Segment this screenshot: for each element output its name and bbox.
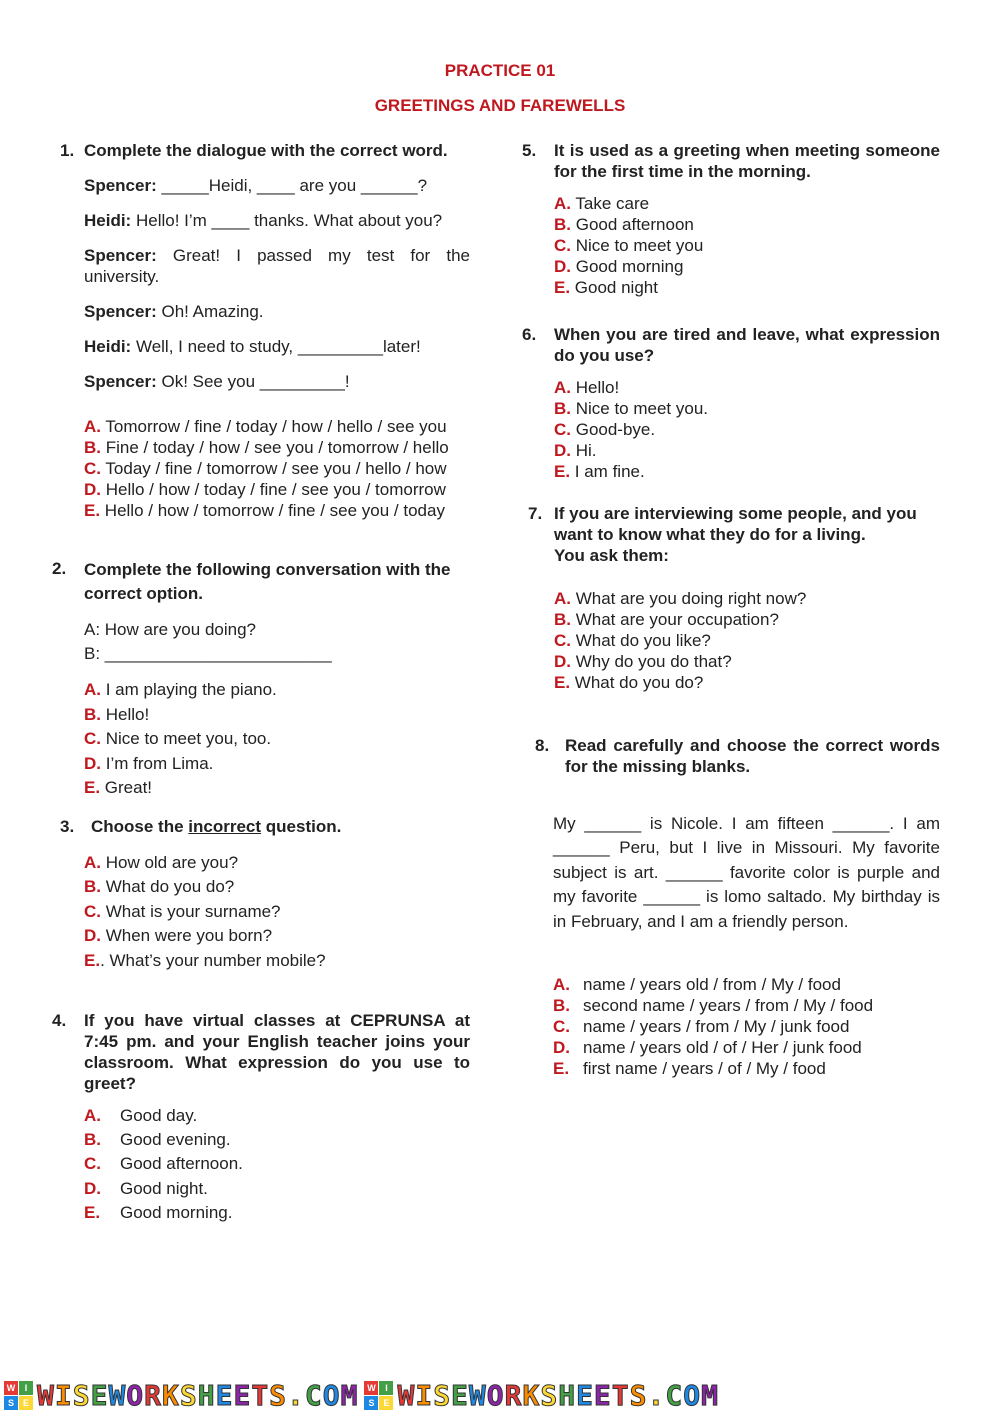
dialogue-line bbox=[84, 371, 470, 392]
option-text: Good afternoon bbox=[571, 215, 694, 234]
option-text: Good evening. bbox=[120, 1130, 231, 1150]
answer-option[interactable] bbox=[554, 461, 940, 482]
answer-option[interactable] bbox=[84, 1177, 470, 1201]
option-letter: E. bbox=[84, 1202, 101, 1222]
question-number: 4. bbox=[52, 1011, 67, 1030]
wordmark-letter: K bbox=[162, 1379, 180, 1412]
option-letter: B. bbox=[553, 996, 570, 1016]
option-letter: A. bbox=[554, 194, 571, 213]
option-text: Good day. bbox=[120, 1106, 198, 1125]
option-letter: D. bbox=[84, 1178, 101, 1198]
option-letter: E. bbox=[84, 778, 101, 797]
option-letter: D. bbox=[84, 480, 101, 499]
option-text: Nice to meet you. bbox=[571, 399, 709, 418]
speaker: Heidi: bbox=[84, 337, 132, 356]
answer-option[interactable] bbox=[554, 609, 940, 630]
answer-option[interactable] bbox=[554, 398, 940, 419]
option-letter: D. bbox=[554, 652, 571, 671]
question-text bbox=[91, 816, 470, 837]
option-text: How old are you? bbox=[101, 852, 239, 872]
wordmark-letter: T bbox=[251, 1379, 270, 1412]
option-letter: B. bbox=[554, 215, 571, 234]
option-text: Nice to meet you bbox=[571, 236, 704, 255]
answer-option[interactable] bbox=[84, 752, 470, 777]
option-text: What do you do? bbox=[570, 673, 704, 692]
answer-option[interactable] bbox=[554, 277, 940, 298]
option-letter: A. bbox=[553, 975, 570, 995]
option-text: second name / years / from / My / food bbox=[583, 996, 874, 1016]
reading-passage: My ______ is Nicole. I am fifteen ______. I am ______ Peru, but I live in Missouri. My favorite subject is art. ______ favorite color is purple and my favorite ______ is lomo saltado. My birthday is in February, and I am a friendly person. bbox=[553, 814, 940, 931]
question-text: Read carefully and choose the correct words for the missing blanks. bbox=[565, 736, 940, 776]
question-number: 8. bbox=[535, 736, 550, 755]
logo-tile: E bbox=[19, 1396, 33, 1410]
question-3 bbox=[60, 816, 470, 974]
answer-option[interactable] bbox=[554, 651, 940, 672]
option-letter: C. bbox=[84, 1154, 101, 1174]
option-text: Today / fine / tomorrow / see you / hello / how bbox=[101, 459, 447, 478]
answer-option[interactable] bbox=[84, 851, 470, 876]
option-text: Good afternoon. bbox=[120, 1154, 243, 1174]
option-letter: E. bbox=[84, 950, 101, 970]
question-2 bbox=[52, 558, 470, 801]
answer-options bbox=[84, 1104, 470, 1225]
conversation-line-a: A: How are you doing? bbox=[84, 620, 256, 639]
answer-option[interactable] bbox=[554, 214, 940, 235]
wordmark-letter: S bbox=[72, 1379, 91, 1412]
option-letter: D. bbox=[554, 441, 571, 460]
dialogue-line bbox=[84, 175, 470, 196]
answer-option[interactable] bbox=[84, 924, 470, 949]
wordmark-letter: H bbox=[197, 1379, 216, 1412]
wordmark-letter: W bbox=[397, 1379, 416, 1412]
answer-option[interactable] bbox=[553, 995, 940, 1016]
option-text: name / years old / of / Her / junk food bbox=[583, 1038, 862, 1058]
page-title: PRACTICE 01 bbox=[444, 61, 556, 80]
option-text: Take care bbox=[571, 194, 650, 213]
answer-option[interactable] bbox=[84, 458, 470, 479]
brand-watermark bbox=[4, 1378, 358, 1413]
answer-options bbox=[554, 377, 940, 482]
wordmark-letter: S bbox=[269, 1379, 288, 1412]
brand-logo-icon bbox=[4, 1381, 33, 1410]
answer-option[interactable] bbox=[84, 1128, 470, 1152]
wordmark-letter: W bbox=[108, 1379, 127, 1412]
answer-option[interactable] bbox=[84, 1201, 470, 1225]
answer-option[interactable] bbox=[84, 1152, 470, 1176]
wordmark-letter: S bbox=[540, 1379, 559, 1412]
page-subtitle: GREETINGS AND FAREWELLS bbox=[374, 96, 626, 115]
dialogue-line bbox=[84, 245, 470, 287]
dialogue-text: Ok! See you _________! bbox=[156, 372, 350, 391]
wordmark-letter: W bbox=[37, 1379, 55, 1412]
answer-option[interactable] bbox=[84, 479, 470, 500]
footer-watermark bbox=[0, 1378, 1000, 1413]
logo-tile: W bbox=[364, 1381, 378, 1395]
option-text: first name / years / of / My / food bbox=[583, 1059, 826, 1079]
wordmark-letter: M bbox=[340, 1379, 359, 1412]
dialogue-line bbox=[84, 301, 470, 322]
wordmark-letter: E bbox=[576, 1379, 594, 1412]
wordmark-letter: . bbox=[647, 1379, 666, 1412]
question-6 bbox=[522, 324, 940, 482]
option-text: What is your surname? bbox=[101, 901, 281, 921]
answer-option[interactable] bbox=[553, 1016, 940, 1037]
answer-option[interactable] bbox=[84, 500, 470, 521]
question-text: If you have virtual classes at CEPRUNSA at 7:45 pm. and your English teacher joins your classroom. What expression do you use to greet? bbox=[84, 1011, 470, 1093]
wordmark-letter: I bbox=[54, 1379, 73, 1412]
option-letter: B. bbox=[554, 610, 571, 629]
question-text-2: You ask them: bbox=[554, 546, 669, 565]
option-text: Hello / how / today / fine / see you / tomorrow bbox=[101, 480, 446, 499]
dialogue-text: Oh! Amazing. bbox=[156, 302, 264, 321]
question-5 bbox=[522, 140, 940, 298]
brand-watermark bbox=[364, 1378, 718, 1413]
answer-option[interactable] bbox=[84, 703, 470, 728]
option-letter: B. bbox=[84, 704, 101, 724]
option-letter: B. bbox=[554, 399, 571, 418]
question-text-part: Choose the bbox=[91, 816, 189, 836]
right-column bbox=[520, 140, 940, 1079]
option-letter: C. bbox=[84, 459, 101, 478]
wordmark-letter: R bbox=[144, 1379, 163, 1412]
option-text: . What’s your number mobile? bbox=[100, 950, 326, 970]
wordmark-letter: M bbox=[701, 1379, 719, 1412]
conversation-line-b: B: ________________________ bbox=[84, 644, 332, 663]
option-text: Hello / how / tomorrow / fine / see you / today bbox=[100, 501, 445, 520]
speaker: Heidi: bbox=[84, 211, 132, 230]
wordmark-letter: S bbox=[179, 1379, 198, 1412]
question-7 bbox=[528, 503, 940, 693]
brand-logo-icon bbox=[364, 1381, 393, 1410]
wordmark-letter: E bbox=[451, 1379, 469, 1412]
question-4 bbox=[52, 1010, 470, 1225]
answer-options bbox=[84, 416, 470, 521]
option-letter: A. bbox=[84, 680, 101, 699]
option-text: Tomorrow / fine / today / how / hello / see you bbox=[101, 417, 447, 436]
answer-option[interactable] bbox=[84, 900, 470, 925]
option-letter: A. bbox=[84, 417, 101, 436]
wordmark-letter: O bbox=[322, 1379, 341, 1412]
option-text: Great! bbox=[100, 778, 153, 797]
dialogue-text: Great! I passed my test for the university. bbox=[84, 246, 470, 286]
wordmark-letter: C bbox=[304, 1379, 323, 1412]
wordmark-letter: S bbox=[433, 1379, 452, 1412]
option-text: Good night. bbox=[120, 1178, 208, 1198]
logo-tile: W bbox=[4, 1381, 18, 1395]
answer-option[interactable] bbox=[84, 727, 470, 752]
answer-option[interactable] bbox=[554, 419, 940, 440]
dialogue-line bbox=[84, 336, 470, 357]
wordmark-letter: E bbox=[593, 1379, 612, 1412]
option-letter: C. bbox=[554, 631, 571, 650]
answer-option[interactable] bbox=[554, 672, 940, 693]
option-letter: A. bbox=[84, 852, 101, 872]
wordmark-letter: I bbox=[415, 1379, 434, 1412]
answer-option[interactable] bbox=[84, 678, 470, 703]
answer-option[interactable] bbox=[84, 1104, 470, 1128]
question-number: 6. bbox=[522, 325, 537, 344]
option-letter: D. bbox=[84, 753, 101, 773]
option-text: I am fine. bbox=[570, 462, 645, 481]
option-text: name / years old / from / My / food bbox=[583, 975, 841, 995]
wordmark-letter: S bbox=[629, 1379, 648, 1412]
question-text: Complete the dialogue with the correct word. bbox=[84, 141, 448, 160]
option-text: What are your occupation? bbox=[571, 610, 779, 629]
wordmark-letter: W bbox=[468, 1379, 487, 1412]
question-text: Complete the following conversation with the correct option. bbox=[84, 560, 451, 603]
question-1 bbox=[60, 140, 470, 521]
answer-option[interactable] bbox=[554, 440, 940, 461]
option-letter: A. bbox=[84, 1106, 101, 1125]
option-letter: B. bbox=[84, 1130, 101, 1150]
wordmark-letter: O bbox=[683, 1379, 702, 1412]
question-number: 3. bbox=[60, 816, 75, 836]
question-text: When you are tired and leave, what expression do you use? bbox=[554, 325, 940, 365]
answer-option[interactable] bbox=[553, 974, 940, 995]
option-text: Hi. bbox=[571, 441, 597, 460]
option-text: Hello! bbox=[101, 704, 150, 724]
option-letter: E. bbox=[554, 673, 571, 692]
speaker: Spencer: bbox=[84, 246, 157, 265]
option-text: What do you do? bbox=[101, 877, 235, 896]
wordmark-letter: C bbox=[665, 1379, 684, 1412]
wordmark-letter: R bbox=[504, 1379, 523, 1412]
option-text: When were you born? bbox=[101, 926, 273, 945]
option-letter: C. bbox=[84, 901, 101, 921]
dialogue-text: Well, I need to study, _________later! bbox=[131, 337, 421, 356]
question-8 bbox=[535, 735, 940, 1079]
speaker: Spencer: bbox=[84, 302, 157, 321]
answer-options bbox=[554, 193, 940, 298]
logo-tile: I bbox=[379, 1381, 393, 1395]
speaker: Spencer: bbox=[84, 372, 157, 391]
option-letter: C. bbox=[554, 236, 571, 255]
wordmark-letter: E bbox=[90, 1379, 109, 1412]
speaker: Spencer: bbox=[84, 176, 157, 195]
option-letter: B. bbox=[84, 877, 101, 896]
wordmark-letter: O bbox=[126, 1379, 145, 1412]
option-letter: D. bbox=[84, 926, 101, 945]
answer-option[interactable] bbox=[553, 1058, 940, 1079]
answer-options bbox=[554, 588, 940, 693]
question-text: It is used as a greeting when meeting someone for the first time in the morning. bbox=[554, 141, 940, 181]
answer-options bbox=[553, 974, 940, 1079]
question-number: 1. bbox=[60, 141, 75, 160]
answer-option[interactable] bbox=[554, 588, 940, 609]
option-letter: E. bbox=[554, 462, 571, 481]
question-text: If you are interviewing some people, and you want to know what they do for a living. bbox=[554, 504, 917, 544]
option-text: What do you like? bbox=[571, 631, 711, 650]
option-text: Fine / today / how / see you / tomorrow / hello bbox=[101, 438, 449, 457]
option-letter: D. bbox=[553, 1038, 570, 1058]
answer-option[interactable] bbox=[84, 437, 470, 458]
option-text: I’m from Lima. bbox=[101, 753, 214, 773]
option-text: What are you doing right now? bbox=[571, 589, 807, 608]
question-number: 2. bbox=[52, 559, 67, 578]
option-letter: A. bbox=[554, 378, 571, 397]
answer-option[interactable] bbox=[553, 1037, 940, 1058]
answer-option[interactable] bbox=[554, 630, 940, 651]
answer-options bbox=[84, 678, 470, 801]
wordmark-letter: K bbox=[522, 1379, 541, 1412]
question-number: 5. bbox=[522, 141, 537, 160]
logo-tile: E bbox=[379, 1396, 393, 1410]
option-text: name / years / from / My / junk food bbox=[583, 1017, 850, 1037]
wordmark-letter: E bbox=[233, 1379, 252, 1412]
left-column bbox=[52, 140, 470, 1225]
answer-option[interactable] bbox=[84, 949, 470, 974]
option-text: Good morning. bbox=[120, 1202, 233, 1222]
option-letter: E. bbox=[554, 278, 571, 297]
wordmark-letter: E bbox=[215, 1379, 234, 1412]
question-number: 7. bbox=[528, 504, 543, 523]
answer-option[interactable] bbox=[554, 193, 940, 214]
answer-option[interactable] bbox=[84, 776, 470, 801]
option-letter: D. bbox=[554, 257, 571, 276]
option-text: Hello! bbox=[571, 378, 620, 397]
option-letter: A. bbox=[554, 589, 571, 608]
wordmark-letter: H bbox=[558, 1379, 577, 1412]
wordmark-letter: T bbox=[611, 1379, 630, 1412]
question-text-part: question. bbox=[261, 816, 342, 836]
option-text: I am playing the piano. bbox=[101, 680, 277, 699]
answer-options bbox=[84, 851, 470, 974]
dialogue-line bbox=[84, 210, 470, 231]
logo-tile: I bbox=[19, 1381, 33, 1395]
option-letter: E. bbox=[84, 501, 101, 520]
option-letter: C. bbox=[553, 1017, 570, 1037]
answer-option[interactable] bbox=[554, 256, 940, 277]
answer-option[interactable] bbox=[554, 377, 940, 398]
option-text: Good night bbox=[570, 278, 658, 297]
underlined-word: incorrect bbox=[188, 816, 262, 836]
answer-option[interactable] bbox=[84, 875, 470, 900]
brand-wordmark bbox=[37, 1379, 358, 1412]
logo-tile: S bbox=[4, 1396, 18, 1410]
wordmark-letter: O bbox=[486, 1379, 505, 1412]
dialogue-text: Hello! I’m ____ thanks. What about you? bbox=[131, 211, 443, 230]
dialogue-text: _____Heidi, ____ are you ______? bbox=[156, 176, 428, 195]
answer-option[interactable] bbox=[554, 235, 940, 256]
logo-tile: S bbox=[364, 1396, 378, 1410]
option-text: Why do you do that? bbox=[571, 652, 732, 671]
option-letter: B. bbox=[84, 438, 101, 457]
option-text: Good-bye. bbox=[571, 420, 656, 439]
answer-option[interactable] bbox=[84, 416, 470, 437]
option-letter: C. bbox=[554, 420, 571, 439]
option-text: Nice to meet you, too. bbox=[101, 729, 272, 748]
option-letter: C. bbox=[84, 729, 101, 748]
option-text: Good morning bbox=[571, 257, 684, 276]
option-letter: E. bbox=[553, 1059, 570, 1079]
brand-wordmark bbox=[397, 1379, 718, 1412]
wordmark-letter: . bbox=[287, 1379, 305, 1412]
